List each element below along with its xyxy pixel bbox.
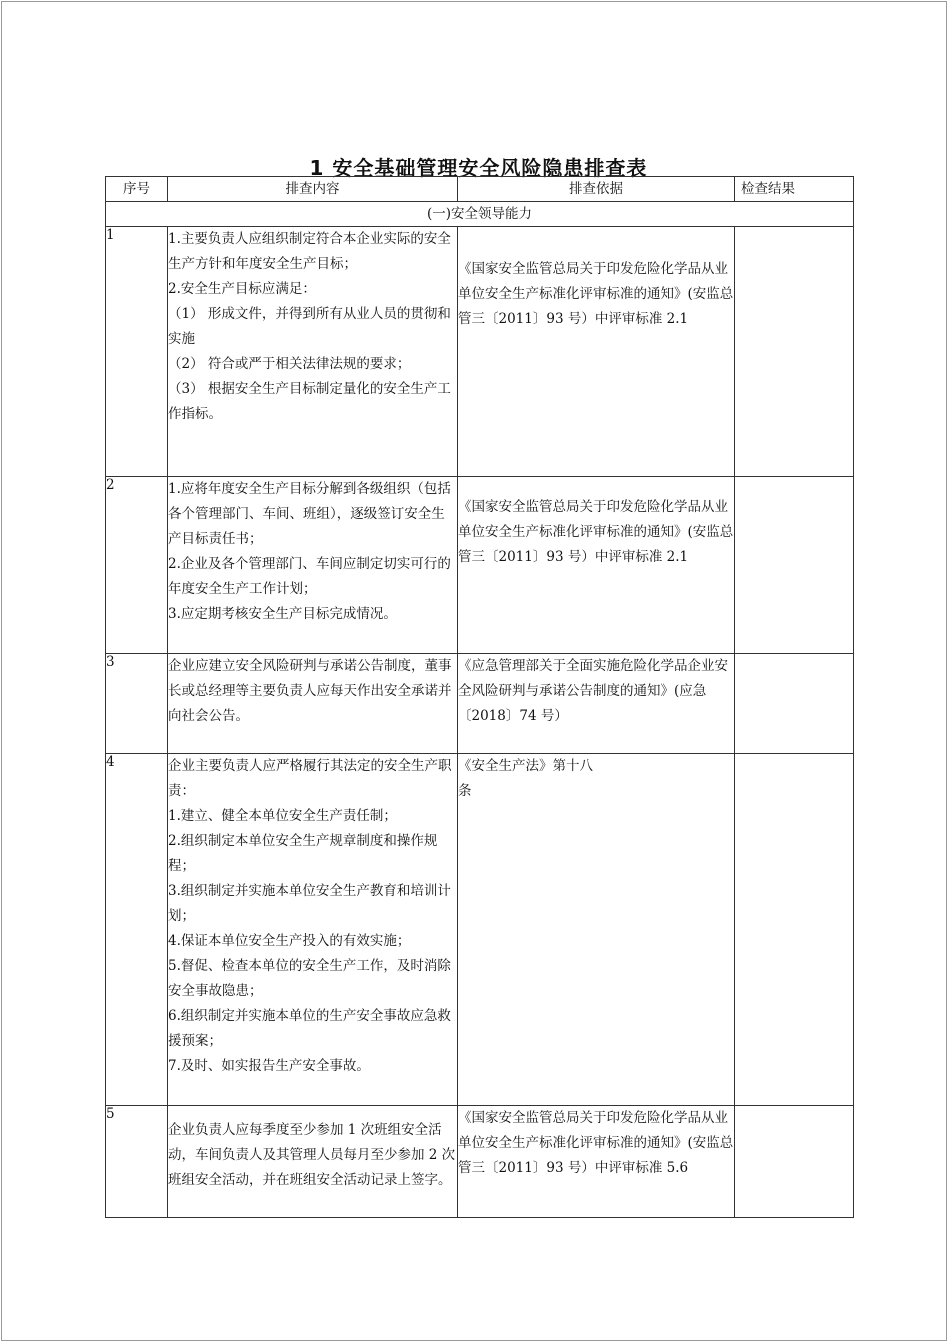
content-item: 2.安全生产目标应满足： bbox=[168, 281, 316, 297]
content-item: 2.组织制定本单位安全生产规章制度和操作规程； bbox=[168, 833, 438, 874]
content-item: 企业应建立安全风险研判与承诺公告制度，董事长或总经理等主要负责人应每天作出安全承诺并向社会公告。 bbox=[168, 658, 452, 724]
table-row bbox=[106, 754, 854, 1106]
row-seq: 2 bbox=[106, 477, 168, 654]
row-basis: 《国家安全监管总局关于印发危险化学品从业单位安全生产标准化评审标准的通知》(安监总管三〔2011〕93 号）中评审标准 2.1 bbox=[458, 477, 735, 654]
header-seq: 序号 bbox=[106, 177, 168, 202]
row-result[interactable] bbox=[735, 227, 854, 477]
section-row bbox=[106, 202, 854, 227]
content-item: 6.组织制定并实施本单位的生产安全事故应急救援预案； bbox=[168, 1008, 451, 1049]
table-row bbox=[106, 654, 854, 754]
content-item: 1.建立、健全本单位安全生产责任制； bbox=[168, 808, 397, 824]
row-content bbox=[168, 754, 458, 1106]
row-content bbox=[168, 1106, 458, 1218]
content-item: 2.企业及各个管理部门、车间应制定切实可行的年度安全生产工作计划； bbox=[168, 556, 451, 597]
content-item: （3） 根据安全生产目标制定量化的安全生产工作指标。 bbox=[168, 381, 451, 422]
content-item: 5.督促、检查本单位的安全生产工作，及时消除安全事故隐患； bbox=[168, 958, 451, 999]
header-content: 排查内容 bbox=[168, 177, 458, 202]
row-seq: 3 bbox=[106, 654, 168, 754]
content-item: 1.主要负责人应组织制定符合本企业实际的安全生产方针和年度安全生产目标； bbox=[168, 231, 451, 272]
content-item: （1） 形成文件，并得到所有从业人员的贯彻和实施 bbox=[168, 306, 451, 347]
row-basis: 《国家安全监管总局关于印发危险化学品从业单位安全生产标准化评审标准的通知》(安监总管三〔2011〕93 号）中评审标准 5.6 bbox=[458, 1106, 735, 1218]
row-basis: 《国家安全监管总局关于印发危险化学品从业单位安全生产标准化评审标准的通知》(安监总管三〔2011〕93 号）中评审标准 2.1 bbox=[458, 227, 735, 477]
row-content bbox=[168, 477, 458, 654]
content-item: 1.应将年度安全生产目标分解到各级组织（包括各个管理部门、车间、班组），逐级签订安全生产目标责任书； bbox=[168, 481, 451, 547]
row-seq: 5 bbox=[106, 1106, 168, 1218]
row-content bbox=[168, 654, 458, 754]
content-item: 企业负责人应每季度至少参加 1 次班组安全活动，车间负责人及其管理人员每月至少参加 2 次班组安全活动，并在班组安全活动记录上签字。 bbox=[168, 1122, 456, 1188]
table-row bbox=[106, 227, 854, 477]
section-title: (一)安全领导能力 bbox=[106, 202, 854, 227]
row-seq: 1 bbox=[106, 227, 168, 477]
row-result[interactable] bbox=[735, 1106, 854, 1218]
content-item: （2） 符合或严于相关法律法规的要求； bbox=[168, 356, 411, 372]
header-basis: 排查依据 bbox=[458, 177, 735, 202]
content-item: 3.组织制定并实施本单位安全生产教育和培训计划； bbox=[168, 883, 451, 924]
table-row bbox=[106, 1106, 854, 1218]
content-item: 企业主要负责人应严格履行其法定的安全生产职责： bbox=[168, 758, 452, 799]
row-content bbox=[168, 227, 458, 477]
content-item: 7.及时、如实报告生产安全事故。 bbox=[168, 1058, 370, 1074]
row-result[interactable] bbox=[735, 477, 854, 654]
header-result: 检查结果 bbox=[735, 177, 854, 202]
row-basis: 《应急管理部关于全面实施危险化学品企业安全风险研判与承诺公告制度的通知》(应急〔2018〕74 号） bbox=[458, 654, 735, 754]
row-basis: 《安全生产法》第十八条 bbox=[458, 754, 735, 1106]
document-page bbox=[1, 1, 947, 1341]
document-title: 1 安全基础管理安全风险隐患排查表 bbox=[309, 156, 648, 180]
row-result[interactable] bbox=[735, 754, 854, 1106]
row-seq: 4 bbox=[106, 754, 168, 1106]
table-row bbox=[106, 477, 854, 654]
content-item: 4.保证本单位安全生产投入的有效实施； bbox=[168, 933, 411, 949]
inspection-table bbox=[105, 176, 854, 1218]
row-result[interactable] bbox=[735, 654, 854, 754]
content-item: 3.应定期考核安全生产目标完成情况。 bbox=[168, 606, 397, 622]
table-header-row bbox=[106, 177, 854, 202]
